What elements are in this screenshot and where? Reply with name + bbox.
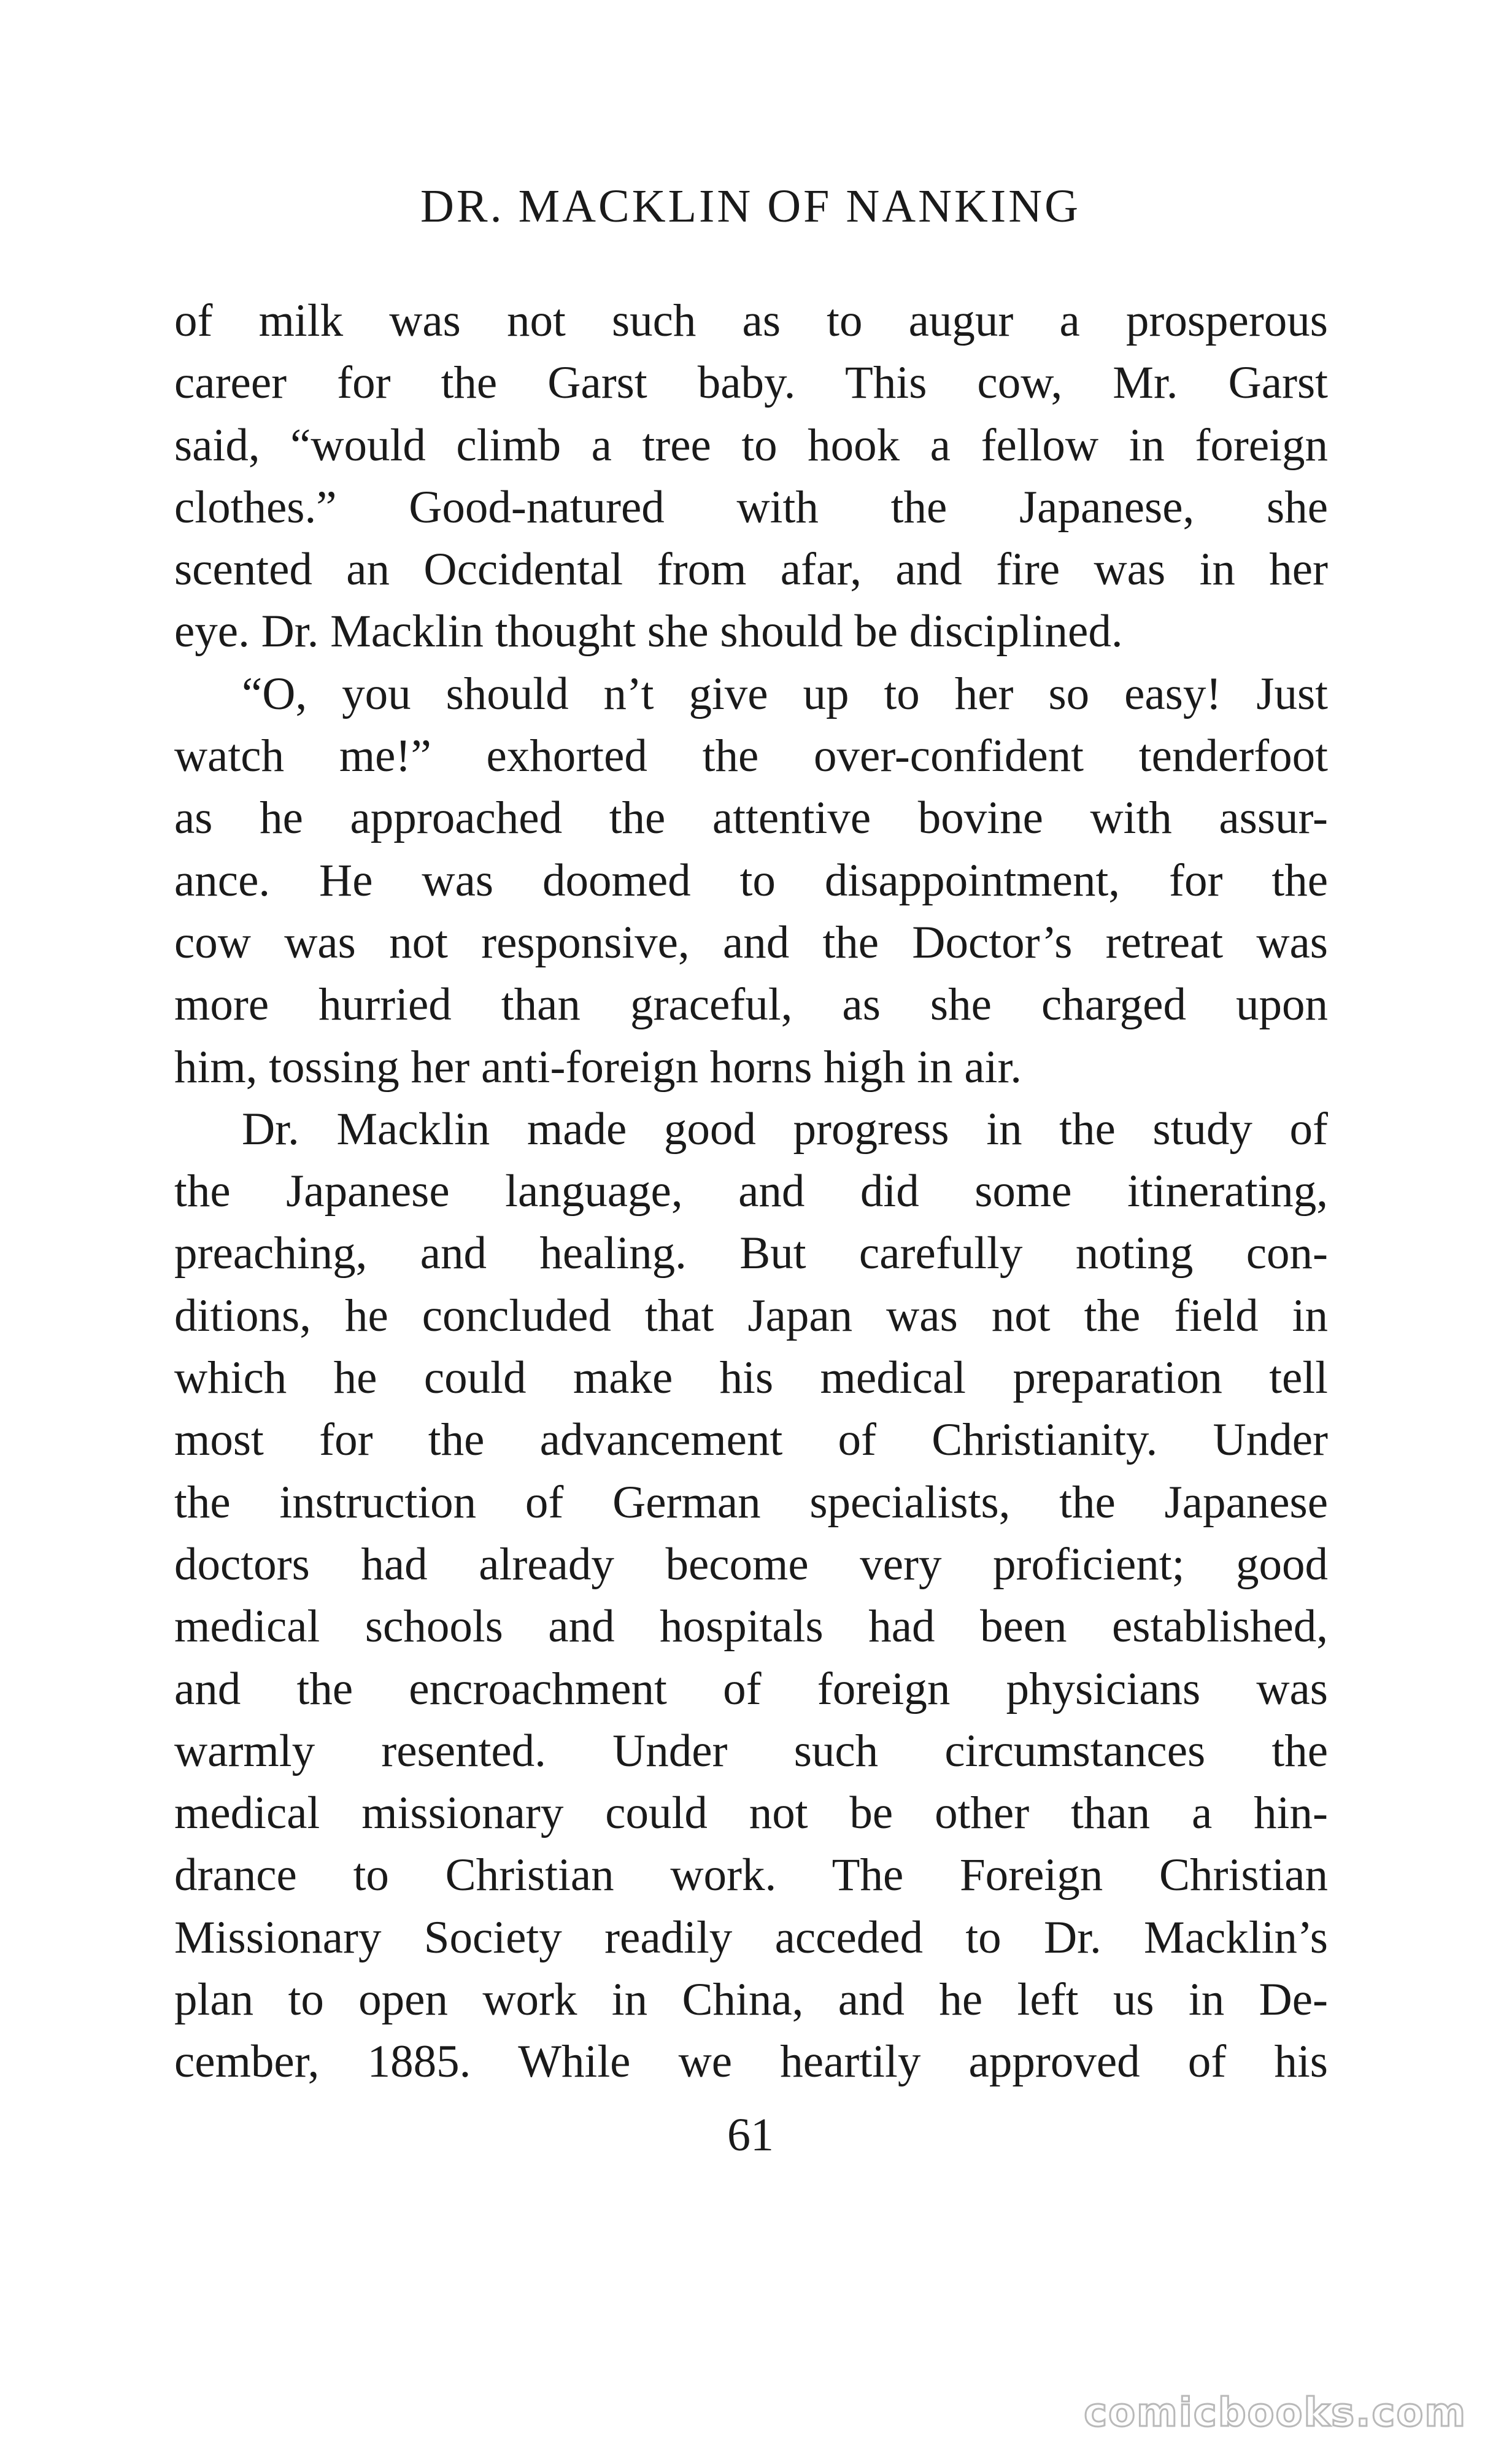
page-number: 61 [727,2109,774,2161]
text-line: the Japanese language, and did some itinerating, [174,1166,1328,1217]
text-line: Missionary Society readily acceded to Dr. Macklin’s [174,1912,1328,1963]
text-line: which he could make his medical preparation tell [174,1352,1328,1404]
text-line: him, tossing her anti-foreign horns high in air. [174,1041,1022,1093]
watermark: comicbooks.com [1084,2390,1467,2436]
text-line: doctors had already become very proficient; good [174,1538,1328,1590]
text-line: Dr. Macklin made good progress in the study of [242,1103,1328,1155]
text-line: and the encroachment of foreign physicians was [174,1663,1328,1714]
text-line: eye. Dr. Macklin thought she should be disciplined. [174,606,1123,657]
text-line: medical schools and hospitals had been established, [174,1601,1328,1652]
text-line: most for the advancement of Christianity. Under [174,1414,1328,1466]
text-line: medical missionary could not be other than a hin- [174,1788,1328,1839]
text-line: plan to open work in China, and he left us in De- [174,1974,1328,2026]
text-line: “O, you should n’t give up to her so easy! Just [242,668,1328,719]
text-line: warmly resented. Under such circumstances the [174,1725,1328,1776]
text-line: said, “would climb a tree to hook a fellow in foreign [174,419,1328,471]
running-head: DR. MACKLIN OF NANKING [420,180,1081,232]
text-line: cember, 1885. While we heartily approved of his [174,2036,1328,2088]
text-line: watch me!” exhorted the over-confident tenderfoot [174,730,1328,782]
text-line: more hurried than graceful, as she charged upon [174,979,1328,1031]
text-line: drance to Christian work. The Foreign Christian [174,1850,1328,1901]
text-line: as he approached the attentive bovine with assur- [174,792,1328,844]
text-line: clothes.” Good-natured with the Japanese, she [174,481,1328,533]
text-line: scented an Occidental from afar, and fire was in her [174,544,1328,595]
text-line: ance. He was doomed to disappointment, for the [174,854,1328,906]
text-line: cow was not responsive, and the Doctor’s retreat was [174,916,1328,968]
text-line: the instruction of German specialists, the Japanese [174,1476,1328,1528]
text-line: of milk was not such as to augur a prosperous [174,295,1328,346]
body-text [174,290,1328,2093]
text-line: preaching, and healing. But carefully noting con- [174,1228,1328,1279]
text-line: career for the Garst baby. This cow, Mr. Garst [174,357,1328,409]
text-line: ditions, he concluded that Japan was not the field in [174,1290,1328,1341]
